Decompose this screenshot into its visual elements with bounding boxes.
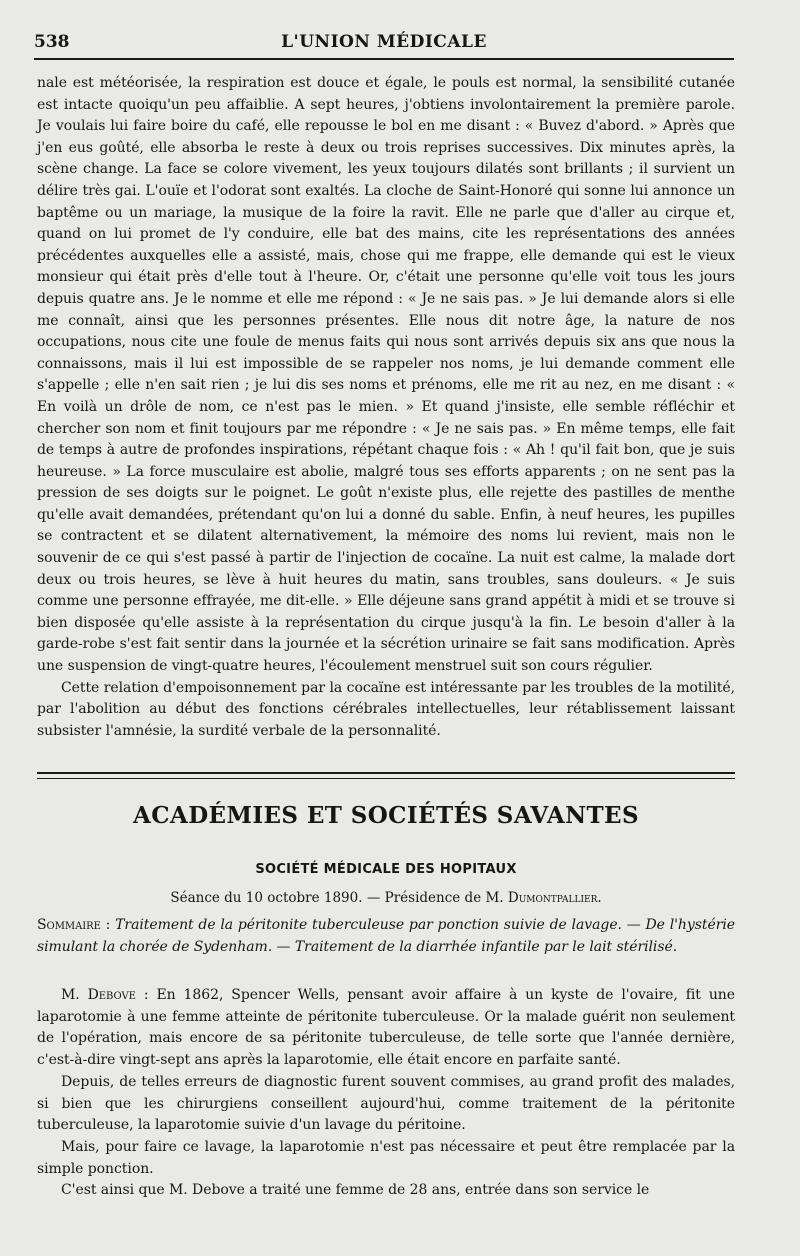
speaker-name: Debove xyxy=(87,987,136,1003)
report-paragraph-2: Depuis, de telles erreurs de diagnostic furent souvent commises, au grand profit des malades, si bien que les chirurgiens conseillent aujourd'hui, comme traitement de la péritonite tuberculeuse, la laparotomie suivie d'un lavage du péritoine. xyxy=(37,1073,735,1134)
section-heading: ACADÉMIES ET SOCIÉTÉS SAVANTES xyxy=(133,802,639,829)
page-header xyxy=(34,28,734,60)
section-divider xyxy=(37,772,735,779)
body-paragraph-1: nale est météorisée, la respiration est douce et égale, le pouls est normal, la sensibilité cutanée est intacte quoiqu'un peu affaiblie. A sept heures, j'obtiens involontairement la première parole. Je voulais lui faire boire du café, elle repousse le bol en me disant : « Buvez d'abord. » Après que j'en eus goûté, elle absorba le reste à deux ou trois reprises successives. Dix minutes après, la scène change. La face se colore vivement, les yeux toujours dilatés sont brillants ; il survient un délire très gai. L'ouïe et l'odorat sont exaltés. La cloche de Saint-Honoré qui sonne lui annonce un baptême ou un mariage, la musique de la foire la ravit. Elle ne parle que d'aller au cirque et, quand on lui promet de l'y conduire, elle bat des mains, cite les représentations des années précédentes auxquelles elle a assisté, mais, chose qui me frappe, elle demande qui est le vieux monsieur qui était près d'elle tout à l'heure. Or, c'était une personne qu'elle voit tous les jours depuis quatre ans. Je le nomme et elle me répond : « Je ne sais pas. » Je lui demande alors si elle me connaît, ainsi que les personnes présentes. Elle nous dit notre âge, la nature de nos occupations, nous cite une foule de menus faits qui nous sont arrivés depuis six ans que nous la connaissons, mais il lui est impossible de se rappeler nos noms, je lui demande comment elle s'appelle ; elle n'en sait rien ; je lui dis ses noms et prénoms, elle me rit au nez, en me disant : « En voilà un drôle de nom, ce n'est pas le mien. » Et quand j'insiste, elle semble réfléchir et chercher son nom et finit toujours par me répondre : « Je ne sais pas. » En même temps, elle fait de temps à autre de profondes inspirations, répétant chaque fois : « Ah ! qu'il fait bon, que je suis heureuse. » La force musculaire est abolie, malgré tous ses efforts apparents ; on ne sent pas la pression de ses doigts sur le poignet. Le goût n'existe plus, elle rejette des pastilles de menthe qu'elle avait demandées, prétendant qu'on lui a donné du sable. Enfin, à neuf heures, les pupilles se contractent et se dilatent alternativement, la mémoire des noms lui revient, mais non le souvenir de ce qui s'est passé à partir de l'injection de cocaïne. La nuit est calme, la malade dort deux ou trois heures, se lève à huit heures du matin, sans troubles, sans douleurs. « Je suis comme une personne effrayée, me dit-elle. » Elle déjeune sans grand appétit à midi et se trouve si bien disposée qu'elle assiste à la représentation du cirque jusqu'à la fin. Le besoin d'aller à la garde-robe s'est fait sentir dans la journée et la sécrétion urinaire se fait sans modification. Après une suspension de vingt-quatre heures, l'écoulement menstruel suit son cours régulier. xyxy=(37,75,735,675)
summary-separator: : xyxy=(100,917,116,933)
summary-paragraph xyxy=(37,915,735,958)
journal-title: L'UNION MÉDICALE xyxy=(281,32,487,52)
body-paragraph-2: Cette relation d'empoisonnement par la cocaïne est intéressante par les troubles de la motilité, par l'abolition au début des fonctions cérébrales intellectuelles, leur rétablissement laissant subsister l'amnésie, la surdité verbale de la personnalité. xyxy=(37,679,735,739)
report-paragraph-1 xyxy=(37,985,735,1072)
session-date: Séance du 10 octobre 1890. — Présidence de M. xyxy=(170,890,508,906)
president-name: Dumontpallier. xyxy=(507,890,602,906)
report-paragraph-3: Mais, pour faire ce lavage, la laparotomie n'est pas nécessaire et peut être remplacée par la simple ponction. xyxy=(37,1138,735,1177)
summary-block xyxy=(37,915,735,958)
session-line xyxy=(37,890,735,906)
report-block xyxy=(37,985,735,1202)
page-number: 538 xyxy=(34,32,70,52)
report-text-1: : En 1862, Spencer Wells, pensant avoir affaire à un kyste de l'ovaire, fit une laparotomie à une femme atteinte de péritonite tuberculeuse. Or la malade guérit non seulement de l'opération, mais encore de sa péritonite tuberculeuse, de telle sorte que l'année dernière, c'est-à-dire vingt-sept ans après la laparotomie, elle était encore en parfaite santé. xyxy=(37,987,735,1069)
speaker-prefix: M. xyxy=(61,987,88,1003)
article-continuation xyxy=(37,73,735,742)
summary-label: Sommaire xyxy=(37,917,101,933)
society-name: SOCIÉTÉ MÉDICALE DES HOPITAUX xyxy=(255,862,517,877)
summary-text: Traitement de la péritonite tuberculeuse par ponction suivie de lavage. — De l'hystérie simulant la chorée de Sydenham. — Traitement de la diarrhée infantile par le lait stérilisé. xyxy=(37,917,735,955)
report-paragraph-4: C'est ainsi que M. Debove a traité une femme de 28 ans, entrée dans son service le xyxy=(61,1182,650,1199)
